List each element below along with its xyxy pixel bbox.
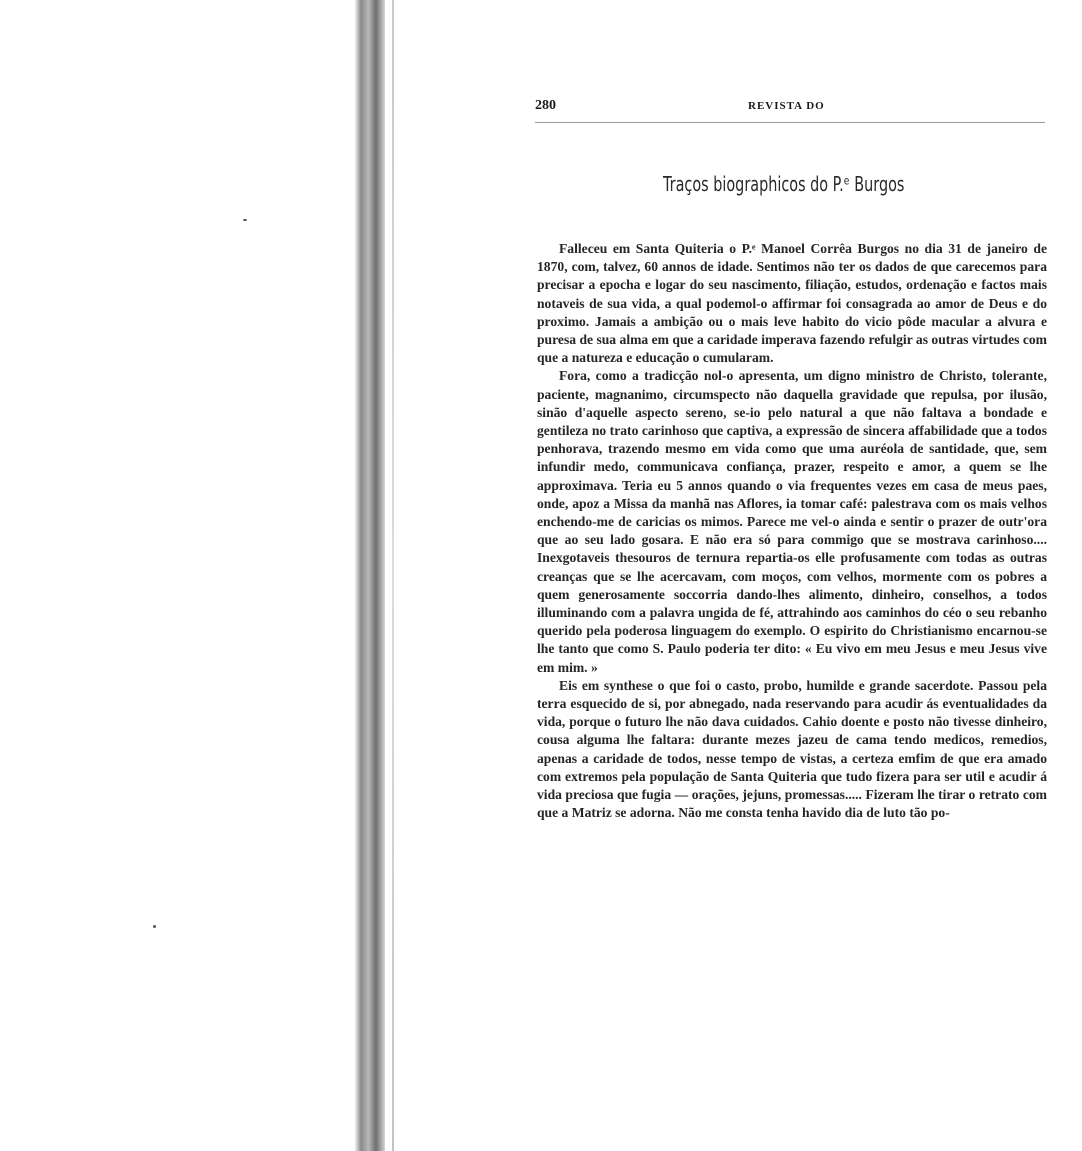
page-header	[535, 92, 1045, 114]
paragraph: Eis em synthese o que foi o casto, probo, humilde e grande sacerdote. Passou pela terra esquecido de si, por abnegado, nada reservando para acudir ás eventualidades da vida, porque o futuro lhe não dava cuidados. Cahio doente e posto não tivesse dinheiro, cousa alguma lhe faltara: durante mezes jazeu de cama tendo medicos, remedios, apenas a caridade de todos, nesse tempo de vistas, a certeza emfim de que era amado com extremos pela população de Santa Quiteria que tudo fizera para ser util e acudir á vida preciosa que fugia — orações, jejuns, promessas..... Fizeram lhe tirar o retrato com que a Matriz se adorna. Não me consta tenha havido dia de luto tão po-	[537, 677, 1047, 821]
paragraph: Fora, como a tradicção nol-o apresenta, um digno ministro de Christo, tolerante, paciente, magnanimo, circumspecto não daquella gravidade que repulsa, por ilusão, sinão d'aquelle aspecto sereno, se-io pelo natural a que não faltava a bondade e gentileza no trato carinhoso que captiva, a expressão de sincera affabilidade que a todos penhorava, trazendo mesmo em vida como que uma auréola de santidade, que, sem infundir medo, communicava confiança, prazer, respeito e amor, a quem se lhe approximava. Teria eu 5 annos quando o via frequentes vezes em casa de meus paes, onde, apoz a Missa da manhã nas Aflores, ia tomar café: palestrava com os mais velhos enchendo-me de caricias os mimos. Parece me vel-o ainda e sentir o prazer de outr'ora que ao seu lado gosara. E não era só para commigo que se mostrava carinhoso.... Inexgotaveis thesouros de ternura repartia-os elle profusamente com todas as outras creanças que se lhe acercavam, com moços, com velhos, mormente com os pobres a quem generosamente soccorria dando-lhes alimento, dinheiro, conselhos, a todos illuminando com a palavra ungida de fé, attrahindo aos caminhos do céo o seu rebanho querido pela poderosa linguagem do exemplo. O espirito do Christianismo encarnou-se lhe tanto que como S. Paulo poderia ter dito: « Eu vivo em meu Jesus e meu Jesus vive em mim. »	[537, 368, 1047, 675]
page-number: 280	[535, 98, 556, 113]
facing-page-edge	[392, 0, 394, 1151]
paragraph: Falleceu em Santa Quiteria o P.ᵉ Manoel Corrêa Burgos no dia 31 de janeiro de 1870, com, talvez, 60 annos de idade. Sentimos não ter os dados de que carecemos para precisar a epocha e logar do seu nascimento, filiação, estudos, ordenação e factos mais notaveis de sua vida, a qual podemol-o affirmar foi consagrada ao amor de Deus e do proximo. Jamais a ambição ou o mais leve habito do vicio pôde macular a alvura e puresa de sua alma em que a caridade imperava fazendo refulgir as outras virtudes com que a natureza e educação o cumularam.	[537, 241, 1047, 366]
running-head	[535, 92, 1045, 114]
article-title: Traços biographicos do P.ᵉ Burgos	[663, 172, 905, 196]
scan-speck	[243, 219, 247, 221]
header-rule	[535, 122, 1045, 123]
scan-speck	[153, 925, 156, 928]
article-body	[537, 240, 1047, 823]
running-title: REVISTA DO	[748, 100, 825, 112]
book-gutter-shadow	[355, 0, 385, 1151]
